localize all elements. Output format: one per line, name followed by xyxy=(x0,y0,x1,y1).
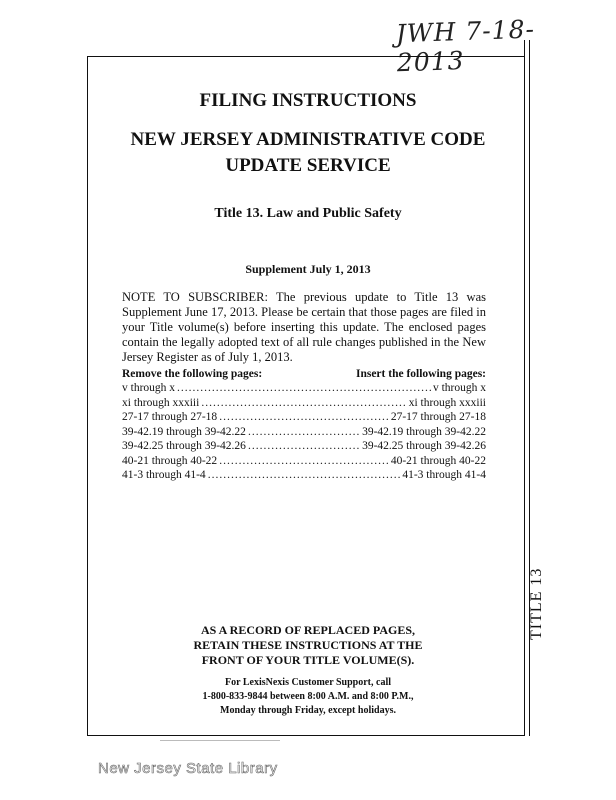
code-title-line2: UPDATE SERVICE xyxy=(225,155,391,176)
remove-pages: v through x xyxy=(122,382,176,394)
customer-support xyxy=(90,676,526,718)
table-row xyxy=(122,396,486,411)
support-line1: For LexisNexis Customer Support, call xyxy=(224,677,391,688)
page-replacement-table xyxy=(122,367,486,483)
leader-dots xyxy=(201,396,406,411)
scan-smudge xyxy=(160,740,280,741)
insert-pages: xi through xxxiii xyxy=(408,396,486,409)
support-line3: Monday through Friday, except holidays. xyxy=(220,705,396,716)
record-line3: FRONT OF YOUR TITLE VOLUME(S). xyxy=(201,653,415,667)
remove-pages: xi through xxxiii xyxy=(122,396,200,409)
leader-dots xyxy=(219,454,389,469)
code-title xyxy=(90,127,526,179)
insert-pages: 40-21 through 40-22 xyxy=(390,454,486,467)
record-line1: AS A RECORD OF REPLACED PAGES, xyxy=(200,623,416,637)
insert-pages: v through x xyxy=(432,382,486,394)
leader-dots xyxy=(248,425,360,440)
table-row xyxy=(122,425,486,440)
subscriber-note: NOTE TO SUBSCRIBER: The previous update to Title 13 was Supplement June 17, 2013. Please be certain that those pages are filed in your Title volume(s) before inserting this update. The enclosed pages contain the legally adopted text of all rule changes published in the New Jersey Register as of July 1, 2013. xyxy=(122,290,486,364)
remove-pages: 39-42.19 through 39-42.22 xyxy=(122,425,246,438)
leader-dots xyxy=(177,381,431,396)
leader-dots xyxy=(219,410,389,425)
supplement-date: Supplement July 1, 2013 xyxy=(245,262,371,276)
page-title: FILING INSTRUCTIONS xyxy=(199,90,417,111)
library-stamp: New Jersey State Library xyxy=(98,760,278,777)
leader-dots xyxy=(248,439,360,454)
table-row xyxy=(122,454,486,469)
insert-pages: 39-42.19 through 39-42.22 xyxy=(362,425,486,438)
record-line2: RETAIN THESE INSTRUCTIONS AT THE xyxy=(193,638,423,652)
table-row xyxy=(122,381,486,396)
handwritten-note: JWH 7-18-2013 xyxy=(395,14,536,78)
leader-dots xyxy=(208,468,401,483)
side-tab-label: TITLE 13 xyxy=(528,567,545,640)
table-row xyxy=(122,410,486,425)
table-row xyxy=(122,468,486,483)
table-header xyxy=(122,367,486,381)
remove-pages: 40-21 through 40-22 xyxy=(122,454,218,467)
remove-pages: 41-3 through 41-4 xyxy=(122,469,206,481)
title-subtitle: Title 13. Law and Public Safety xyxy=(214,206,402,221)
insert-pages: 39-42.25 through 39-42.26 xyxy=(362,440,486,452)
insert-pages: 41-3 through 41-4 xyxy=(402,469,486,481)
remove-pages: 27-17 through 27-18 xyxy=(122,411,218,423)
support-line2: 1-800-833-9844 between 8:00 A.M. and 8:00 P.M., xyxy=(202,691,414,702)
remove-pages: 39-42.25 through 39-42.26 xyxy=(122,440,246,452)
insert-header: Insert the following pages: xyxy=(355,368,486,380)
insert-pages: 27-17 through 27-18 xyxy=(390,411,486,423)
record-instructions xyxy=(90,623,526,668)
code-title-line1: NEW JERSEY ADMINISTRATIVE CODE xyxy=(130,129,486,150)
remove-header: Remove the following pages: xyxy=(122,368,263,380)
table-row xyxy=(122,439,486,454)
